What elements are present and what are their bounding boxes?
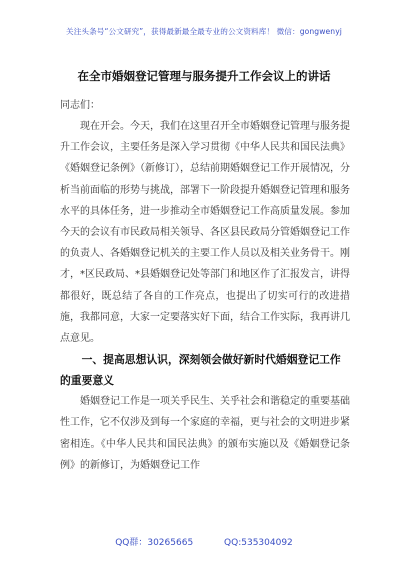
footer-qq-group: QQ群：30265665 [115, 538, 194, 548]
section-heading-1: 一、提高思想认识，深刻领会做好新时代婚姻登记工作的重要意义 [60, 353, 341, 388]
footer-contact [0, 535, 408, 548]
promo-header: 关注头条号“公文研究”，获得最新最全最专业的公文资料库！ 微信：gongwenyj [66, 27, 342, 36]
paragraph-section-1: 婚姻登记工作是一项关乎民生、关乎社会和谐稳定的重要基础性工作，它不仅涉及到每一个家庭的幸福，更与社会的文明进步紧密相连。《中华人民共和国民法典》的颁布实施以及《婚姻登记条例》的新修订，为婚姻登记工作 [60, 396, 350, 471]
paragraph-opening: 现在开会。今天，我们在这里召开全市婚姻登记管理与服务提升工作会议，主要任务是深入学习贯彻《中华人民共和国民法典》《婚姻登记条例》（新修订），总结前期婚姻登记工作开展情况，分析当前面临的形势与挑战，部署下一阶段提升婚姻登记管理和服务水平的具体任务，进一步推动全市婚姻登记工作高质量发展。参加今天的会议有市民政局相关领导、各区县民政局分管婚姻登记工作的负责人、各婚姻登记机关的主要工作人员以及相关业务骨干。刚才，*区民政局、*县婚姻登记处等部门和地区作了汇报发言，讲得都很好，既总结了各自的工作亮点，也提出了切实可行的改进措施，我都同意，大家一定要落实好下面，结合工作实际，我再讲几点意见。 [60, 121, 350, 345]
footer-qq-number: QQ:535304092 [224, 538, 293, 548]
salutation: 同志们： [60, 100, 100, 111]
document-body [60, 116, 350, 476]
page-title: 在全市婚姻登记管理与服务提升工作会议上的讲话 [77, 69, 331, 83]
